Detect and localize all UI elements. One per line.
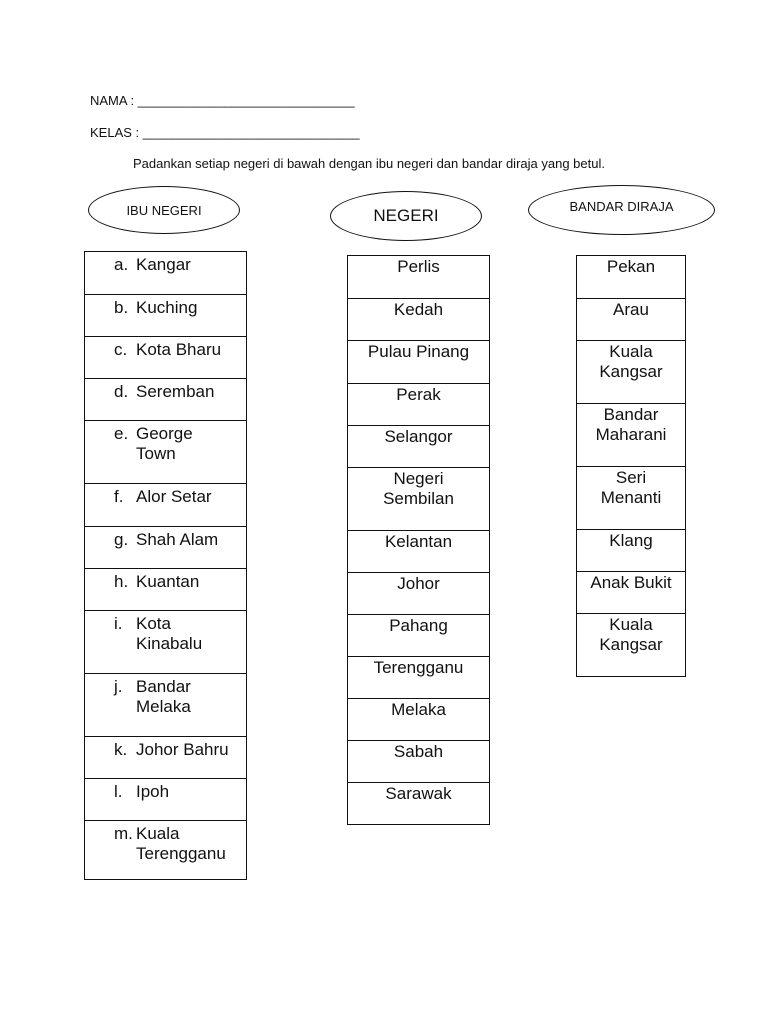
item-name: Seremban (136, 382, 215, 401)
ibu-negeri-row (85, 252, 246, 295)
ibu-negeri-row (85, 611, 246, 674)
negeri-row: Johor (348, 573, 489, 615)
negeri-row: Pulau Pinang (348, 341, 489, 384)
bandar-diraja-row: Pekan (577, 256, 685, 299)
item-name: Bandar Melaka (136, 677, 191, 716)
item-letter: m. (114, 824, 133, 843)
bandar-diraja-row: Kuala Kangsar (577, 614, 685, 677)
negeri-row: Sarawak (348, 783, 489, 825)
negeri-row: Kedah (348, 299, 489, 341)
bandar-diraja-row: Kuala Kangsar (577, 341, 685, 404)
bandar-diraja-row: Klang (577, 530, 685, 572)
item-letter: b. (114, 298, 129, 317)
item-letter: g. (114, 530, 129, 549)
negeri-row: Selangor (348, 426, 489, 468)
bandar-diraja-row: Seri Menanti (577, 467, 685, 530)
ibu-negeri-row (85, 421, 246, 484)
ibu-negeri-row (85, 674, 246, 737)
heading-negeri-label: NEGERI (373, 206, 439, 225)
item-name: Kuantan (136, 572, 200, 591)
negeri-row: Perak (348, 384, 489, 426)
ibu-negeri-row (85, 737, 246, 779)
item-name: Kota Bharu (136, 340, 222, 359)
ibu-negeri-row (85, 821, 246, 880)
ibu-negeri-row (85, 337, 246, 379)
item-name: Ipoh (136, 782, 170, 801)
ibu-negeri-row (85, 295, 246, 337)
item-letter: i. (114, 614, 123, 633)
negeri-row: Negeri Sembilan (348, 468, 489, 531)
item-name: Alor Setar (136, 487, 212, 506)
item-letter: d. (114, 382, 129, 401)
item-name: Shah Alam (136, 530, 219, 549)
negeri-row: Perlis (348, 256, 489, 299)
item-name: Kangar (136, 255, 191, 274)
item-letter: a. (114, 255, 129, 274)
heading-negeri (330, 191, 482, 241)
item-name: Kuala Terengganu (136, 824, 226, 863)
ibu-negeri-row (85, 484, 246, 527)
heading-ibu-negeri (88, 186, 240, 234)
ibu-negeri-row (85, 527, 246, 569)
item-letter: c. (114, 340, 128, 359)
item-letter: j. (114, 677, 123, 696)
bandar-diraja-row: Anak Bukit (577, 572, 685, 614)
heading-bandar-diraja-label: BANDAR DIRAJA (569, 198, 674, 214)
ibu-negeri-table (84, 251, 247, 880)
ibu-negeri-row (85, 379, 246, 421)
heading-bandar-diraja (528, 185, 715, 235)
item-letter: e. (114, 424, 129, 443)
ibu-negeri-row (85, 779, 246, 821)
heading-ibu-negeri-label: IBU NEGERI (126, 202, 202, 218)
item-name: Kota Kinabalu (136, 614, 203, 653)
negeri-row: Melaka (348, 699, 489, 741)
item-name: George Town (136, 424, 193, 463)
item-letter: f. (114, 487, 124, 506)
item-name: Kuching (136, 298, 198, 317)
ibu-negeri-row (85, 569, 246, 611)
item-letter: l. (114, 782, 123, 801)
negeri-row: Terengganu (348, 657, 489, 699)
nama-field[interactable]: NAMA : ______________________________ (90, 93, 355, 108)
item-name: Johor Bahru (136, 740, 229, 759)
item-letter: k. (114, 740, 128, 759)
bandar-diraja-row: Arau (577, 299, 685, 341)
bandar-diraja-table (576, 255, 686, 677)
item-letter: h. (114, 572, 129, 591)
negeri-row: Sabah (348, 741, 489, 783)
negeri-table (347, 255, 490, 825)
instruction-text: Padankan setiap negeri di bawah dengan ibu negeri dan bandar diraja yang betul. (133, 156, 605, 171)
negeri-row: Kelantan (348, 531, 489, 573)
negeri-row: Pahang (348, 615, 489, 657)
kelas-field[interactable]: KELAS : ______________________________ (90, 125, 360, 140)
bandar-diraja-row: Bandar Maharani (577, 404, 685, 467)
